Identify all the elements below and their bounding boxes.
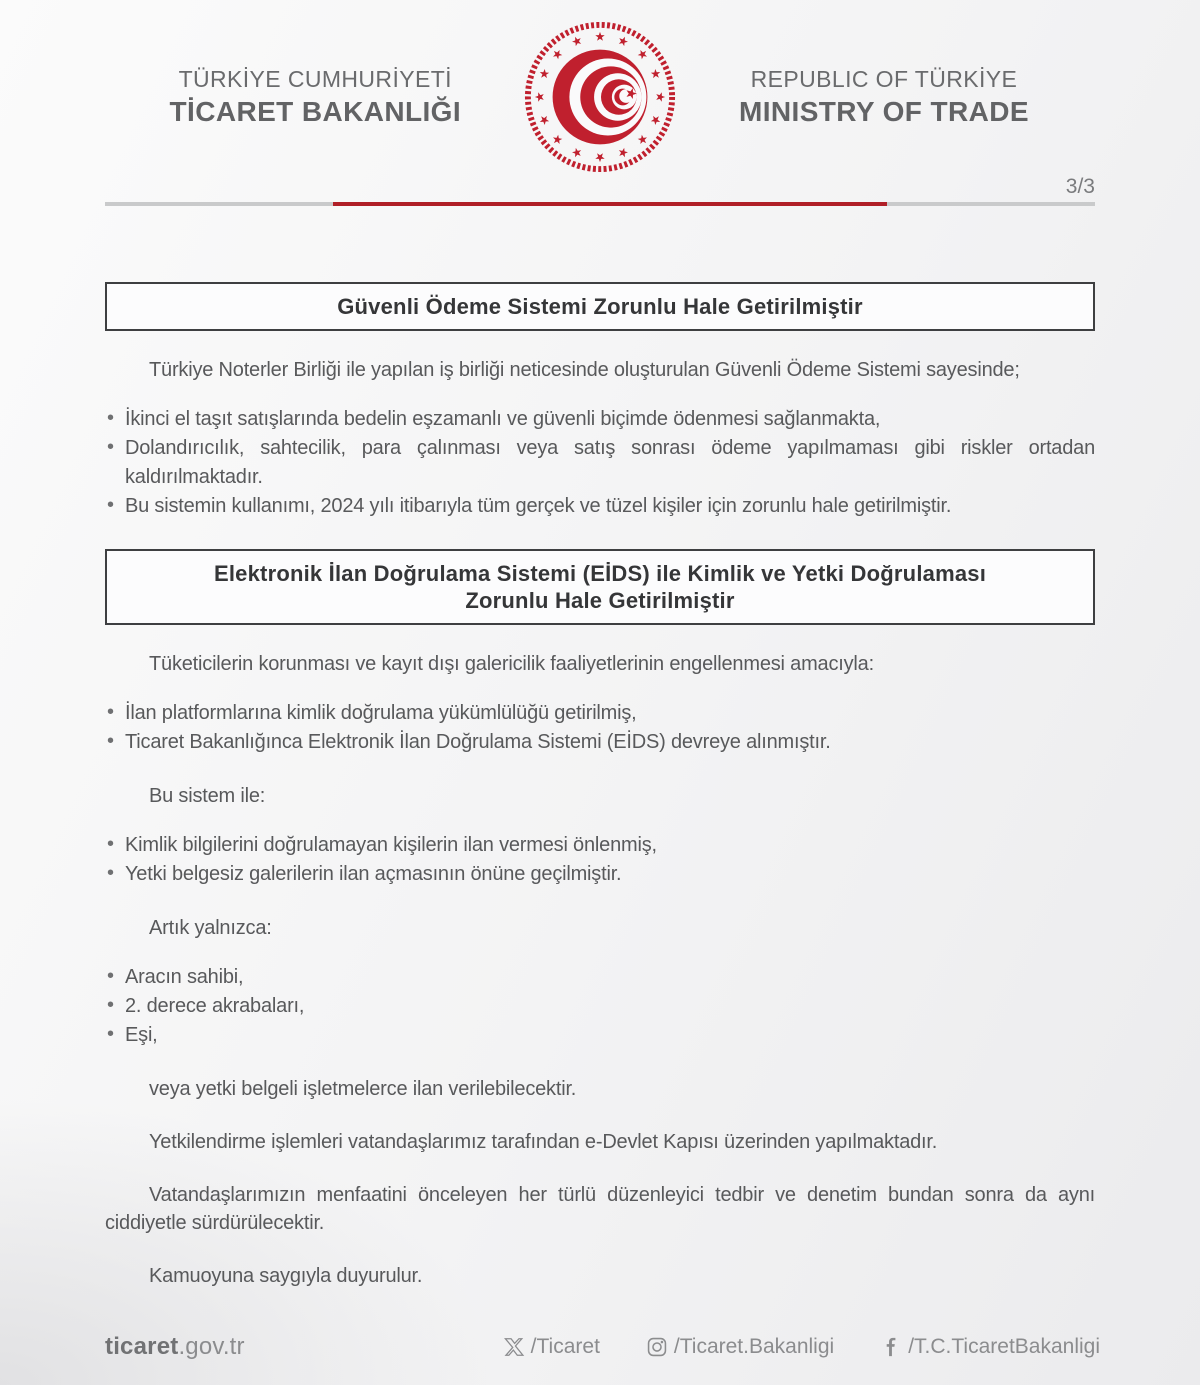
- bullet-item: • İlan platformlarına kimlik doğrulama yükümlülüğü getirilmiş,: [105, 699, 1095, 728]
- website-rest: .gov.tr: [178, 1333, 245, 1360]
- website-link[interactable]: [105, 1333, 245, 1361]
- page-header: [0, 0, 1200, 206]
- paragraph: Vatandaşlarımızın menfaatini önceleyen her türlü düzenleyici tedbir ve denetim bundan sonra da aynı ciddiyetle sürdürülecektir.: [105, 1184, 1095, 1234]
- bullet-list: [105, 831, 1095, 889]
- bullet-list: [105, 405, 1095, 521]
- masthead: [0, 0, 1200, 176]
- bullet-item: • Ticaret Bakanlığınca Elektronik İlan Doğrulama Sistemi (EİDS) devreye alınmıştır.: [105, 728, 1095, 757]
- social-link[interactable]: [646, 1335, 834, 1359]
- bullet-item: • Aracın sahibi,: [105, 963, 1095, 992]
- paragraph: Bu sistem ile:: [149, 785, 266, 807]
- paragraph: Yetkilendirme işlemleri vatandaşlarımız tarafından e-Devlet Kapısı üzerinden yapılmaktadır.: [149, 1131, 938, 1153]
- section-heading-box: [105, 549, 1095, 625]
- org-title-turkish: [170, 66, 521, 128]
- website-bold: ticaret: [105, 1333, 179, 1360]
- paragraph: Tüketicilerin korunması ve kayıt dışı galericilik faaliyetlerinin engellenmesi amacıyla:: [149, 653, 874, 675]
- org-tr-line2: TİCARET BAKANLIĞI: [169, 95, 461, 127]
- org-tr-line1: TÜRKİYE CUMHURİYETİ: [178, 66, 452, 93]
- bullet-list: [105, 963, 1095, 1050]
- page-footer: [105, 1333, 1100, 1361]
- x-twitter-icon: [503, 1336, 525, 1358]
- social-link[interactable]: [503, 1335, 600, 1359]
- footer-social: [503, 1335, 1100, 1359]
- facebook-icon: [880, 1336, 902, 1358]
- bullet-item: • Bu sistemin kullanımı, 2024 yılı itibarıyla tüm gerçek ve tüzel kişiler için zorunlu hale getirilmiştir.: [105, 492, 1095, 521]
- bullet-item: • Dolandırıcılık, sahtecilik, para çalınması veya satış sonrası ödeme yapılmaması gibi riskler ortadan kaldırılmaktadır.: [105, 434, 1095, 492]
- ministry-of-trade-emblem: [521, 18, 679, 176]
- social-handle: /Ticaret: [530, 1335, 600, 1358]
- org-en-line1: REPUBLIC OF TÜRKİYE: [750, 66, 1018, 93]
- section-heading-box: [105, 282, 1095, 331]
- org-en-line2: MINISTRY OF TRADE: [739, 95, 1029, 127]
- section-heading-line: Zorunlu Hale Getirilmiştir: [465, 588, 735, 613]
- bullet-item: • Kimlik bilgilerini doğrulamayan kişilerin ilan vermesi önlenmiş,: [105, 831, 1095, 860]
- org-title-english: [679, 66, 1029, 128]
- section-heading-line: Elektronik İlan Doğrulama Sistemi (EİDS) ile Kimlik ve Yetki Doğrulaması: [213, 561, 987, 586]
- paragraph: Kamuoyuna saygıyla duyurulur.: [149, 1265, 423, 1287]
- section-heading-line: Güvenli Ödeme Sistemi Zorunlu Hale Getirilmiştir: [337, 294, 863, 319]
- bullet-list: [105, 699, 1095, 757]
- bullet-item: • İkinci el taşıt satışlarında bedelin eşzamanlı ve güvenli biçimde ödenmesi sağlanmakta,: [105, 405, 1095, 434]
- instagram-icon: [646, 1336, 668, 1358]
- bullet-item: • Yetki belgesiz galerilerin ilan açmasının önüne geçilmiştir.: [105, 860, 1095, 889]
- paragraph: Artık yalnızca:: [149, 917, 272, 939]
- page-progress: [105, 176, 1095, 206]
- bullet-item: • 2. derece akrabaları,: [105, 992, 1095, 1021]
- paragraph: veya yetki belgeli işletmelerce ilan verilebilecektir.: [149, 1078, 577, 1100]
- progress-fill: [333, 202, 887, 206]
- content-blocks: [105, 282, 1095, 1290]
- social-link[interactable]: [880, 1335, 1100, 1359]
- paragraph: Türkiye Noterler Birliği ile yapılan iş birliği neticesinde oluşturulan Güvenli Ödeme Sistemi sayesinde;: [149, 359, 1020, 381]
- social-handle: /T.C.TicaretBakanligi: [908, 1335, 1100, 1358]
- bullet-item: • Eşi,: [105, 1021, 1095, 1050]
- page-indicator: 3/3: [1065, 175, 1095, 198]
- progress-track: [105, 202, 1095, 206]
- social-handle: /Ticaret.Bakanligi: [673, 1335, 835, 1358]
